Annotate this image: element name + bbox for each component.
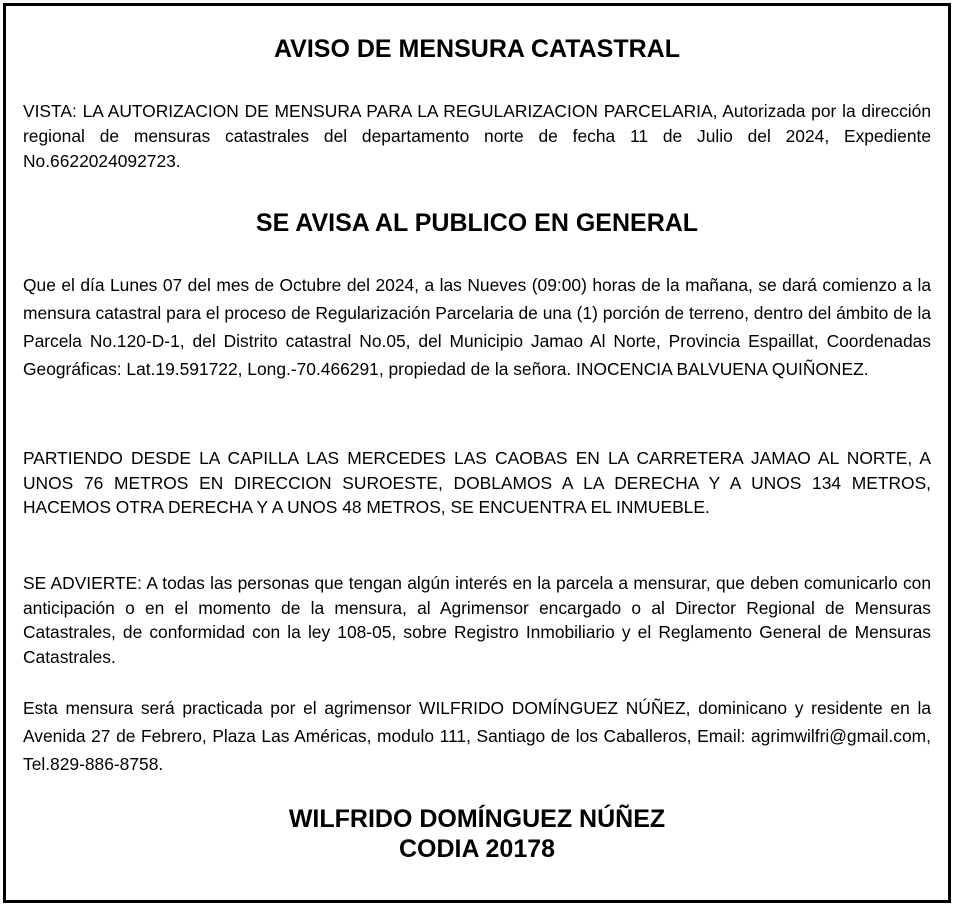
announcement-paragraph: Que el día Lunes 07 del mes de Octubre del 2024, a las Nueves (09:00) horas de la mañana, se dará comienzo a la mensura catastral para el proceso de Regularización Parcelaria de una (1) porción de terreno, dentro del ámbito de la Parcela No.120-D-1, del Distrito catastral No.05, del Municipio Jamao Al Norte, Provincia Espaillat, Coordenadas Geográficas: Lat.19.591722, Long.-70.466291, propiedad de la señora. INOCENCIA BALVUENA QUIÑONEZ. <box>23 275 931 379</box>
notice-frame <box>3 3 951 903</box>
surveyor-info-paragraph: Esta mensura será practicada por el agrimensor WILFRIDO DOMÍNGUEZ NÚÑEZ, dominicano y residente en la Avenida 27 de Febrero, Plaza Las Américas, modulo 111, Santiago de los Caballeros, Email: agrimwilfri@gmail.com, Tel.829-886-8758. <box>23 698 931 774</box>
public-notice-heading: SE AVISA AL PUBLICO EN GENERAL <box>255 209 699 237</box>
warning-paragraph: SE ADVIERTE: A todas las personas que tengan algún interés en la parcela a mensurar, que deben comunicarlo con anticipación o en el momento de la mensura, al Agrimensor encargado o al Director Regional de Mensuras Catastrales, de conformidad con la ley 108-05, sobre Registro Inmobiliario y el Reglamento General de Mensuras Catastrales. <box>23 573 931 667</box>
directions-paragraph: PARTIENDO DESDE LA CAPILLA LAS MERCEDES LAS CAOBAS EN LA CARRETERA JAMAO AL NORTE, A UNOS 76 METROS EN DIRECCION SUROESTE, DOBLAMOS A LA DERECHA Y A UNOS 134 METROS, HACEMOS OTRA DERECHA Y A UNOS 48 METROS, SE ENCUENTRA EL INMUEBLE. <box>23 448 931 517</box>
signature-block <box>23 804 931 864</box>
signature-name: WILFRIDO DOMÍNGUEZ NÚÑEZ <box>288 805 666 833</box>
signature-codia: CODIA 20178 <box>398 835 556 863</box>
notice-title: AVISO DE MENSURA CATASTRAL <box>273 35 681 63</box>
vista-paragraph: VISTA: LA AUTORIZACION DE MENSURA PARA LA REGULARIZACION PARCELARIA, Autorizada por la dirección regional de mensuras catastrales del departamento norte de fecha 11 de Julio del 2024, Expediente No.6622024092723. <box>23 101 931 171</box>
